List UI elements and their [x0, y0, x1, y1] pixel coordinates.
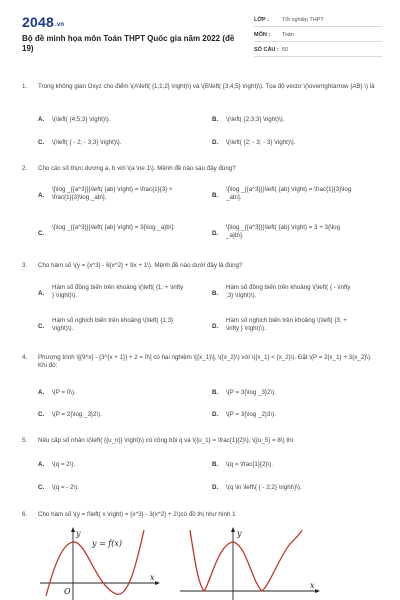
- axis-y-label: y: [76, 529, 81, 538]
- meta-subject: MÔN : Toán: [254, 29, 382, 42]
- document-header: [0, 0, 400, 66]
- axis-x-label: x: [150, 573, 155, 582]
- question-stem: Phương trình \[{9^x} - {3^{x + 1}} + 2 = 0\] có hai nghiệm \[{x_1}\], \({x_2}\) với \({x_1} < {x_2}\). Đặt \(P = 2{x_1} + 3{x_2}\). Khi đó:: [38, 354, 372, 369]
- origin-label: O: [64, 587, 71, 596]
- y-axis-arrow: [231, 527, 235, 532]
- meta-question-count: SỐ CÂU : 50: [254, 44, 382, 57]
- question-stem: Trong không gian Oxyz cho điểm \(A\left( {1;1;2} \right)\) và \(B\left( {3;4;5} \right)\). Tọa độ vectơ \(\overrightarrow {AB} \) là: [38, 83, 375, 90]
- question-stem: Cho các số thực dương a, b với \(a \ne 1\). Mệnh đề nào sau đây đúng?: [38, 165, 236, 172]
- graph-left: [40, 526, 170, 600]
- axis-y-label: y: [237, 529, 242, 538]
- document-title: Bộ đề minh họa môn Toán THPT Quốc gia năm 2022 (đề 19): [22, 34, 235, 53]
- question-stem: Cho hàm số \(y = f\left( x \right) = {x^3} - 3{x^2} + 2\)có đồ thị như hình 1: [38, 511, 236, 518]
- x-axis-arrow: [155, 581, 160, 585]
- graph-right: [180, 526, 330, 600]
- curve-abs-f: [190, 530, 302, 591]
- question-stem: Nếu cấp số nhân \(\left( {{u_n}} \right)\) có công bội q và \({u_1} = \frac{1}{2}\), \({u_5} = 8\) thì: [38, 437, 294, 444]
- y-axis-arrow: [71, 527, 75, 532]
- meta-grade: LỚP : Tốt nghiệp THPT: [254, 14, 382, 27]
- function-label: y = f(x): [92, 539, 123, 548]
- question-stem: Cho hàm số \(y = {x^3} - 6{x^2} + 9x + 1\). Mệnh đề nào dưới đây là đúng?: [38, 262, 243, 269]
- x-axis-arrow: [315, 589, 320, 593]
- axis-x-label: x: [310, 581, 315, 590]
- site-logo[interactable]: 2048.vn: [22, 14, 65, 30]
